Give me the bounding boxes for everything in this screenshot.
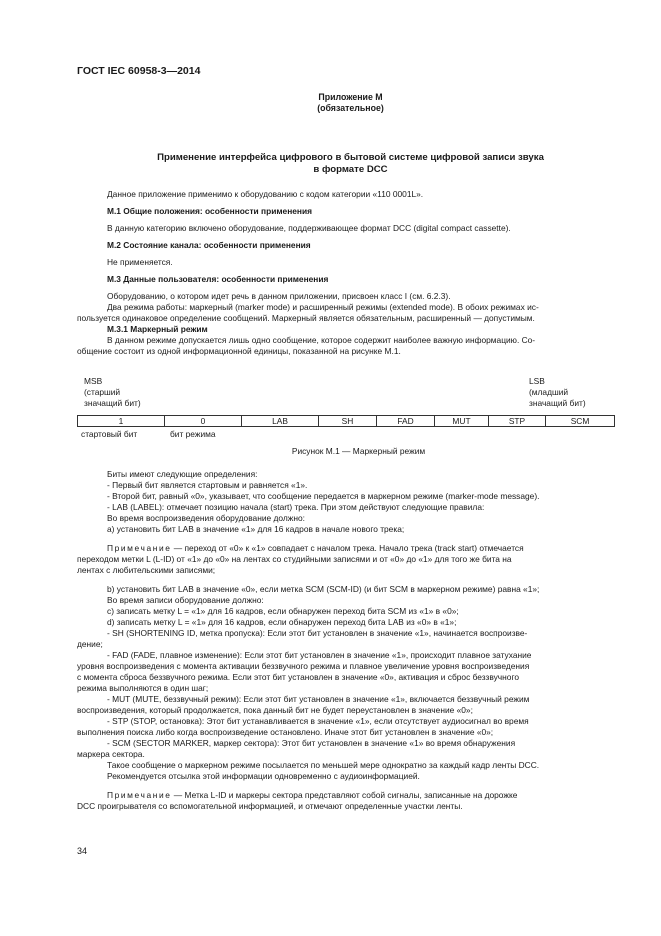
section-m1-heading: М.1 Общие положения: особенности применения xyxy=(107,206,313,216)
def-start-bit: - Первый бит является стартовым и равняется «1». xyxy=(107,480,308,490)
section-m3-heading: М.3 Данные пользователя: особенности применения xyxy=(107,274,329,284)
def-mut-a: - MUT (MUTE, беззвучный режим): Если этот бит установлен в значение «1», включается беззвучный режим xyxy=(107,694,530,704)
annex-heading xyxy=(0,92,661,114)
annex-status: (обязательное) xyxy=(317,103,384,113)
bit-cell-sh: SH xyxy=(319,416,377,427)
bit-cell-start: 1 xyxy=(78,416,165,427)
start-bit-label: стартовый бит xyxy=(81,429,138,439)
section-m2-text: Не применяется. xyxy=(107,257,173,267)
def-scm-a: - SCM (SECTOR MARKER, маркер сектора): Этот бит установлен в значение «1» во время обнаружения xyxy=(107,738,516,748)
section-m3-text-1: Оборудованию, о котором идет речь в данном приложении, присвоен класс I (см. 6.2.3). xyxy=(107,291,451,301)
rule-d: d) записать метку L = «1» для 16 кадров, если обнаружен переход бита LAB из «0» в «1»; xyxy=(107,617,457,627)
bit-cell-mut: MUT xyxy=(435,416,489,427)
annex-title: Приложение М xyxy=(318,92,383,102)
intro-paragraph: Данное приложение применимо к оборудованию с кодом категории «110 0001L». xyxy=(107,189,424,199)
msb-line-2: (старший xyxy=(84,387,121,397)
mode-bit-label: бит режима xyxy=(170,429,216,439)
def-fad-d: режима выполняются в один шаг; xyxy=(77,683,209,693)
note-1-line-b: переходом метки L (L-ID) от «1» до «0» на лентах со студийными записями и от «0» до «1» для того же бита на xyxy=(77,554,512,564)
note-2-line-b: DCC проигрывателя со вспомогательной информацией, и отмечают определенные участки ленты. xyxy=(77,801,463,811)
page-number: 34 xyxy=(77,846,88,856)
def-stp-a: - STP (STOP, остановка): Этот бит устанавливается в значение «1», если отсутствует аудиосигнал во время xyxy=(107,716,529,726)
msb-line-3: значащий бит) xyxy=(84,398,141,408)
rule-c: c) записать метку L = «1» для 16 кадров, если обнаружен переход бита SCM из «1» в «0»; xyxy=(107,606,459,616)
document-title xyxy=(0,152,661,176)
def-stp-b: выполнения поиска либо когда воспроизведение остановлено. Иначе этот бит установлен в значение «0»; xyxy=(77,727,494,737)
lsb-line-2: (младший xyxy=(529,387,569,397)
bit-cell-scm: SCM xyxy=(546,416,615,427)
annex-body xyxy=(77,189,615,357)
rule-a: а) установить бит LAB в значение «1» для 16 кадров в начале нового трека; xyxy=(107,524,405,534)
title-line-1: Применение интерфейса цифрового в бытовой системе цифровой записи звука xyxy=(157,152,544,163)
bit-cell-fad: FAD xyxy=(377,416,435,427)
message-frequency: Такое сообщение о маркерном режиме посылается по меньшей мере однократно за каждый кадр ленты DCC. xyxy=(107,760,540,770)
def-mut-b: воспроизведения, который продолжается, пока данный бит не будет переустановлен в значение «0»; xyxy=(77,705,473,715)
def-lab: - LAB (LABEL): отмечает позицию начала (start) трека. При этом действуют следующие правила: xyxy=(107,502,485,512)
standard-header: ГОСТ IEC 60958-3—2014 xyxy=(77,65,201,77)
note-1-label: Примечание xyxy=(107,543,172,553)
def-fad-a: - FAD (FADE, плавное изменение): Если этот бит установлен в значение «1», происходит плавное затухание xyxy=(107,650,532,660)
section-m3-text-2b: пользуется одинаковое определение сообщений. Маркерный является обязательным, расширенный — допустимым. xyxy=(77,313,535,323)
recording-intro: Во время записи оборудование должно: xyxy=(107,595,264,605)
defs-intro: Биты имеют следующие определения: xyxy=(107,469,258,479)
bit-cell-mode: 0 xyxy=(165,416,242,427)
note-2-label: Примечание xyxy=(107,790,172,800)
def-mode-bit: - Второй бит, равный «0», указывает, что сообщение передается в маркерном режиме (marker-mode message). xyxy=(107,491,540,501)
section-m2-heading: М.2 Состояние канала: особенности применения xyxy=(107,240,311,250)
title-line-2: в формате DCC xyxy=(313,164,388,175)
note-2-line-a xyxy=(107,790,615,801)
bit-row xyxy=(78,416,615,427)
lsb-line-1: LSB xyxy=(529,376,545,386)
figure-caption: Рисунок М.1 — Маркерный режим xyxy=(291,446,426,456)
section-m31-text-a: В данном режиме допускается лишь одно сообщение, которое содержит наиболее важную информацию. Со- xyxy=(107,335,536,345)
def-sh-a: - SH (SHORTENING ID, метка пропуска): Если этот бит установлен в значение «1», начинается воспроизве- xyxy=(107,628,528,638)
lsb-line-3: значащий бит) xyxy=(529,398,586,408)
lsb-label xyxy=(529,376,586,409)
bit-definitions xyxy=(77,469,615,812)
note-1-line-c: лентах с любительскими записями; xyxy=(77,565,216,575)
section-m31-heading: М.3.1 Маркерный режим xyxy=(107,324,208,334)
msb-label xyxy=(84,376,141,409)
section-m3-text-2a: Два режима работы: маркерный (marker mode) и расширенный режимы (extended mode). В обоих режимах ис- xyxy=(107,302,539,312)
bit-register-table xyxy=(77,415,615,427)
rule-b: b) установить бит LAB в значение «0», если метка SCM (SCM-ID) (и бит SCM в маркерном режиме) равна «1»; xyxy=(107,584,540,594)
def-scm-b: маркера сектора. xyxy=(77,749,145,759)
note-1-text-a: — переход от «0» к «1» совпадает с началом трека. Начало трека (track start) отмечается xyxy=(171,543,524,553)
def-fad-c: с момента сброса беззвучного режима. Если этот бит установлен в значение «0», активация и сброс беззвучного xyxy=(77,672,519,682)
section-m31-text-b: общение состоит из одной информационной единицы, показанной на рисунке М.1. xyxy=(77,346,401,356)
def-fad-b: уровня воспроизведения с момента активации беззвучного режима и плавное увеличение уровня воспроизведения xyxy=(77,661,530,671)
msb-line-1: MSB xyxy=(84,376,103,386)
recommendation: Рекомендуется отсылка этой информации одновременно с аудиоинформацией. xyxy=(107,771,420,781)
def-sh-b: дение; xyxy=(77,639,103,649)
note-2-text-a: — Метка L-ID и маркеры сектора представляют собой сигналы, записанные на дорожке xyxy=(171,790,518,800)
section-m1-text: В данную категорию включено оборудование, поддерживающее формат DCC (digital compact cassette). xyxy=(107,223,511,233)
bit-cell-stp: STP xyxy=(489,416,546,427)
bit-cell-lab: LAB xyxy=(242,416,319,427)
playback-intro: Во время воспроизведения оборудование должно: xyxy=(107,513,305,523)
note-1-line-a xyxy=(107,543,615,554)
